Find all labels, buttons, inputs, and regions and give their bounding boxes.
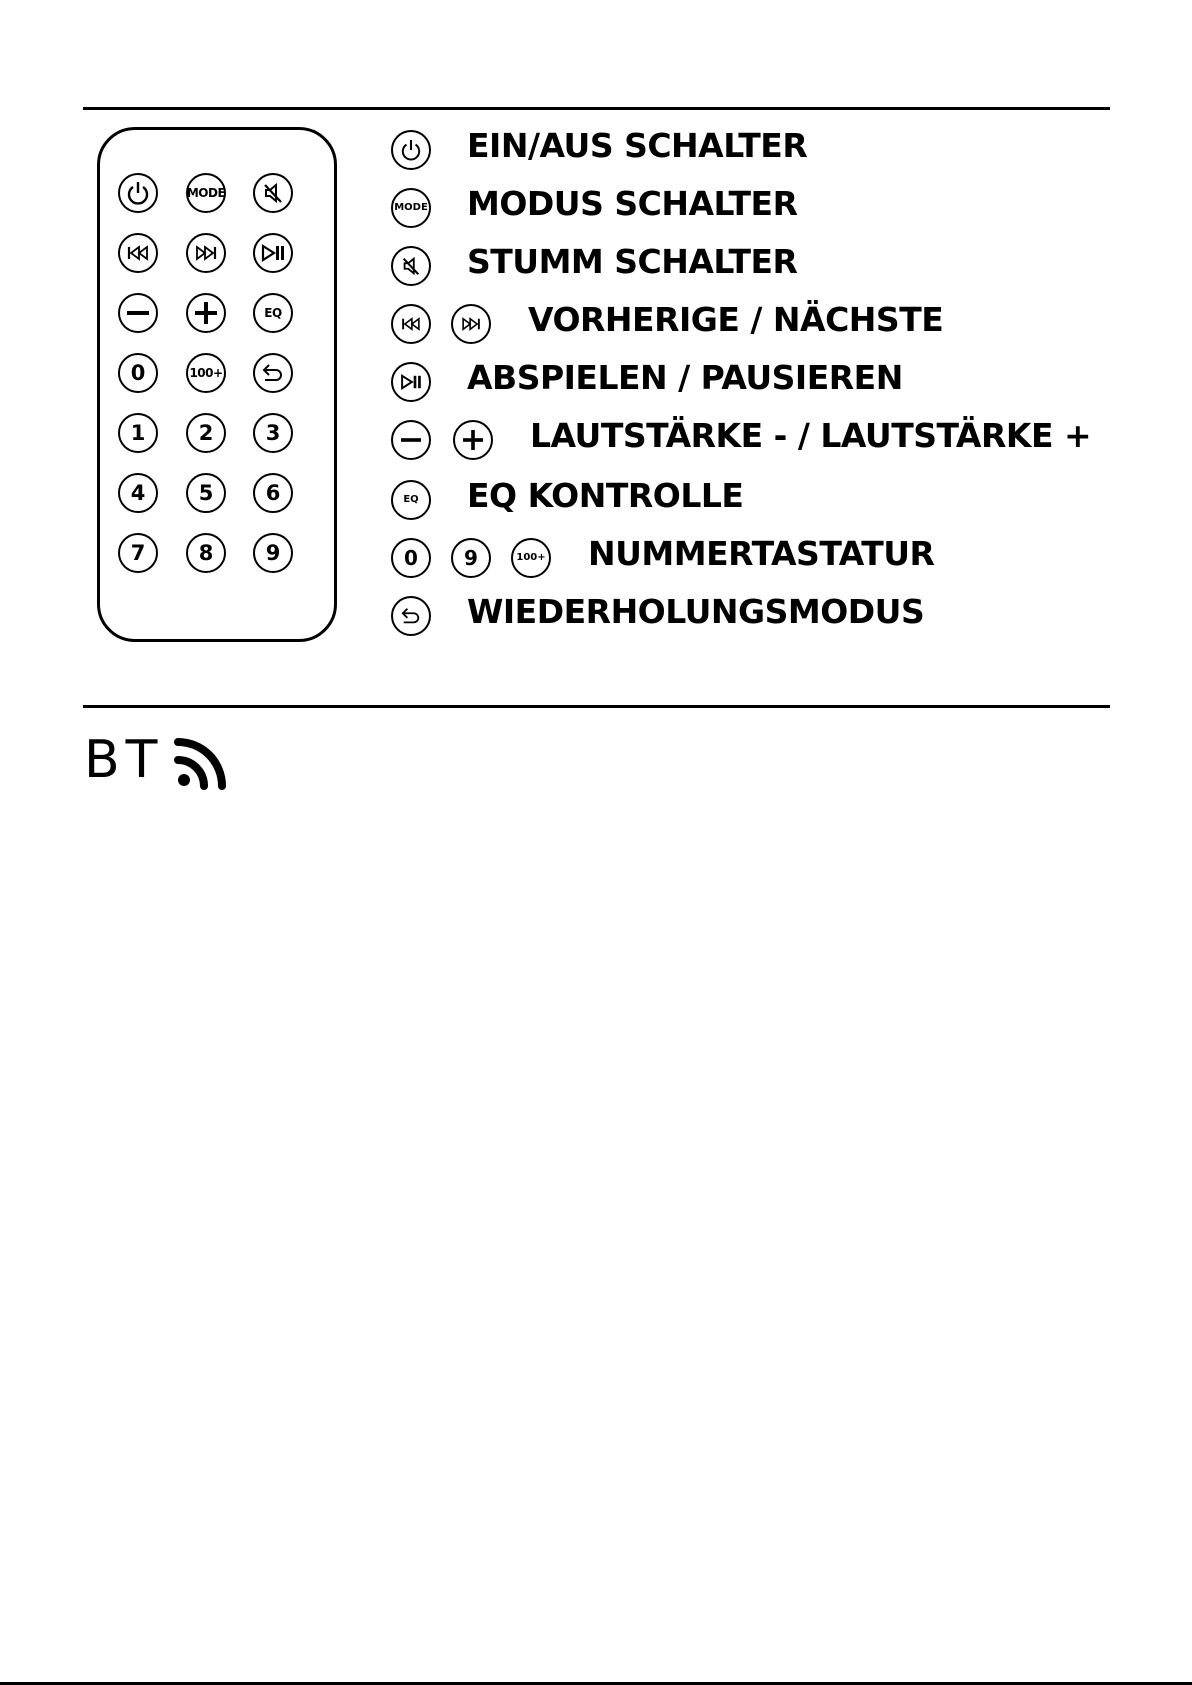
number-label: 0 (130, 360, 146, 385)
remote-repeat-button (253, 353, 293, 393)
plus-icon (195, 302, 217, 324)
number-label: 9 (265, 540, 281, 565)
legend-numbers-label: NUMMERTASTATUR (588, 534, 935, 573)
legend-play-pause-button (391, 362, 431, 402)
number-label: 100+ (189, 366, 223, 380)
legend-prev-next-label: VORHERIGE / NÄCHSTE (528, 300, 944, 339)
legend-mode-button (391, 188, 431, 228)
eq-label: EQ (264, 306, 282, 320)
number-label: 2 (198, 420, 214, 445)
number-label: 8 (198, 540, 214, 565)
next-icon (460, 317, 482, 331)
legend-next-button (451, 304, 491, 344)
minus-icon (127, 310, 149, 316)
number-label: 3 (265, 420, 281, 445)
legend-number-100-button (511, 538, 551, 578)
legend-eq-label: EQ KONTROLLE (467, 476, 744, 515)
minus-icon (401, 437, 421, 443)
number-label: 100+ (516, 552, 546, 563)
number-label: 9 (464, 546, 478, 570)
remote-mute-button (253, 173, 293, 213)
remote-volume-up-button (186, 293, 226, 333)
remote-number-3-button (253, 413, 293, 453)
number-label: 6 (265, 480, 281, 505)
legend-previous-button (391, 304, 431, 344)
repeat-icon (261, 362, 285, 384)
legend-repeat-button (391, 596, 431, 636)
remote-volume-down-button (118, 293, 158, 333)
power-icon (401, 139, 421, 161)
legend-volume-up-button (453, 420, 493, 460)
wireless-signal-icon (174, 734, 230, 790)
number-label: 5 (198, 480, 214, 505)
mute-icon (400, 255, 422, 277)
legend-play-pause-label: ABSPIELEN / PAUSIEREN (467, 358, 903, 397)
power-icon (127, 181, 149, 205)
previous-icon (126, 245, 150, 261)
legend-number-0-button (391, 538, 431, 578)
mode-label: MODE (186, 186, 226, 200)
remote-number-2-button (186, 413, 226, 453)
remote-eq-button (253, 293, 293, 333)
legend-volume-label: LAUTSTÄRKE - / LAUTSTÄRKE + (530, 416, 1092, 455)
remote-mode-button (186, 173, 226, 213)
remote-number-1-button (118, 413, 158, 453)
plus-icon (463, 430, 483, 450)
remote-number-7-button (118, 533, 158, 573)
legend-power-button (391, 130, 431, 170)
repeat-icon (400, 606, 422, 626)
bt-logo-text: BT (84, 730, 164, 790)
number-label: 1 (130, 420, 146, 445)
legend-mute-label: STUMM SCHALTER (467, 242, 798, 281)
number-label: 0 (404, 546, 418, 570)
remote-next-button (186, 233, 226, 273)
legend-mute-button (391, 246, 431, 286)
remote-previous-button (118, 233, 158, 273)
section-divider (83, 705, 1110, 708)
legend-repeat-label: WIEDERHOLUNGSMODUS (467, 592, 925, 631)
remote-number-0-button (118, 353, 158, 393)
play-pause-icon (399, 374, 423, 390)
top-divider (83, 107, 1110, 110)
eq-label: EQ (403, 494, 419, 505)
previous-icon (400, 317, 422, 331)
remote-number-8-button (186, 533, 226, 573)
remote-number-4-button (118, 473, 158, 513)
legend-power-label: EIN/AUS SCHALTER (467, 126, 808, 165)
mode-label: MODE (394, 202, 428, 213)
remote-number-6-button (253, 473, 293, 513)
number-label: 7 (130, 540, 146, 565)
remote-number-100-button (186, 353, 226, 393)
remote-power-button (118, 173, 158, 213)
remote-number-5-button (186, 473, 226, 513)
number-label: 4 (130, 480, 146, 505)
remote-control (97, 127, 337, 642)
mute-icon (261, 181, 285, 205)
legend-number-9-button (451, 538, 491, 578)
legend-volume-down-button (391, 420, 431, 460)
remote-play-pause-button (253, 233, 293, 273)
legend-eq-button (391, 480, 431, 520)
next-icon (194, 245, 218, 261)
legend-mode-label: MODUS SCHALTER (467, 184, 798, 223)
remote-number-9-button (253, 533, 293, 573)
play-pause-icon (260, 244, 286, 262)
